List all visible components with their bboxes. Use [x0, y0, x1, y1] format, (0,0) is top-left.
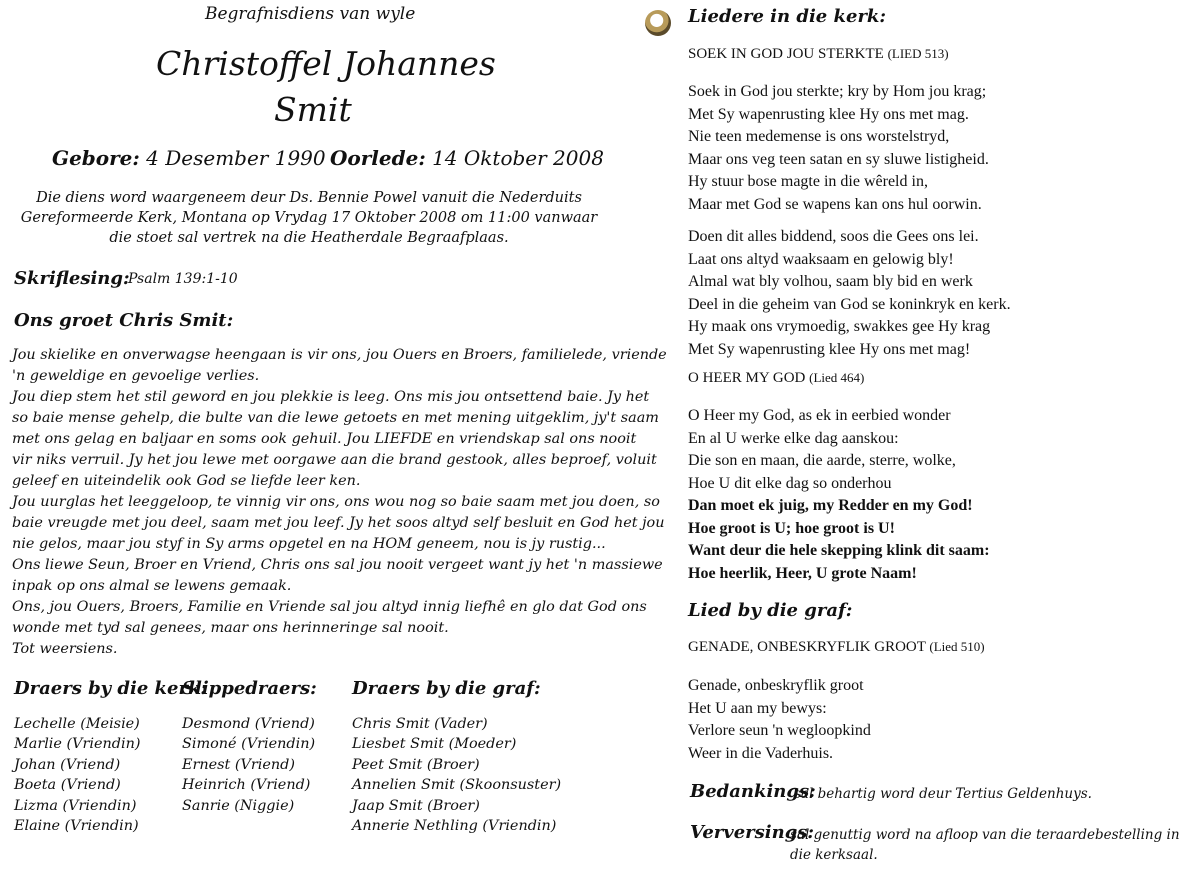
- refreshments-text: sal genuttig word na afloop van die teraardebestelling in die kerksaal.: [790, 827, 1180, 863]
- chorus-line: Want deur die hele skepping klink dit saam:: [688, 542, 990, 559]
- hymn1-name: SOEK IN GOD JOU STERKTE: [688, 46, 884, 62]
- verse-line: Genade, onbeskryflik groot: [688, 677, 864, 694]
- hymn2-ref: (Lied 464): [809, 370, 865, 385]
- service-details: Die diens word waargeneem deur Ds. Bennie Powel vanuit die Nederduits Gereformeerde Kerk, Montana op Vrydag 17 Oktober 2008 om 11:00 vanwaar die stoet sal vertrek na die Heatherdale Begraafplaas.: [20, 190, 598, 246]
- list-item: Simoné (Vriendin): [182, 736, 316, 753]
- tribute-line: wonde met tyd sal genees, maar ons herinneringe sal nooit.: [12, 620, 449, 636]
- death-date: [330, 146, 604, 170]
- pall-bearers-list: [182, 714, 315, 816]
- list-item: Desmond (Vriend): [182, 716, 315, 732]
- born-value: 4 Desember 1990: [146, 146, 326, 170]
- tribute-line: Jou skielike en onverwagse heengaan is vir ons, jou Ouers en Broers, familielede, vriende: [12, 347, 667, 363]
- hymn3-ref: (Lied 510): [929, 639, 985, 654]
- verse-line: En al U werke elke dag aanskou:: [688, 429, 899, 447]
- tribute-line: 'n geweldige en gevoelige verlies.: [12, 368, 260, 384]
- list-item: Peet Smit (Broer): [352, 756, 480, 773]
- grave-bearers-list: [352, 714, 561, 836]
- grave-song-title: Lied by die graf:: [688, 600, 853, 621]
- verse-line: Doen dit alles biddend, soos die Gees ons lei.: [688, 228, 979, 245]
- list-item: Annerie Nethling (Vriendin): [352, 818, 557, 835]
- tribute-line: inpak op ons almal se lewens gemaak.: [12, 578, 292, 594]
- birth-date: [52, 146, 326, 170]
- list-item: Lechelle (Meisie): [14, 716, 140, 732]
- hymn1-title: [688, 46, 949, 63]
- hymn2-verse: [688, 405, 956, 495]
- verse-line: Die son en maan, die aarde, sterre, wolke,: [688, 452, 956, 469]
- verse-line: Hy maak ons vrymoedig, swakkes gee Hy krag: [688, 318, 991, 335]
- tribute-line: Jou uurglas het leeggeloop, te vinnig vir ons, ons wou nog so baie saam met jou doen, so: [12, 494, 660, 510]
- list-item: Marlie (Vriendin): [14, 736, 141, 753]
- tribute-line: geleef en uiteindelik ook God se liefde leer ken.: [12, 473, 361, 489]
- verse-line: Hoe U dit elke dag so onderhou: [688, 474, 892, 492]
- chorus-line: Dan moet ek juig, my Redder en my God!: [688, 497, 973, 514]
- hymn1-verse2: [688, 226, 1011, 361]
- verse-line: Hy stuur bose magte in die wêreld in,: [688, 173, 928, 190]
- list-item: Heinrich (Vriend): [182, 777, 311, 794]
- tribute-line: Tot weersiens.: [12, 641, 118, 657]
- verse-line: Verlore seun 'n wegloopkind: [688, 722, 871, 739]
- verse-line: O Heer my God, as ek in eerbied wonder: [688, 407, 951, 424]
- hymn2-title: [688, 370, 864, 387]
- thanks-label: Bedankings:: [690, 781, 816, 802]
- list-item: Chris Smit (Vader): [352, 716, 488, 732]
- verse-line: Soek in God jou sterkte; kry by Hom jou krag;: [688, 83, 987, 100]
- tribute-line: Ons liewe Seun, Broer en Vriend, Chris ons sal jou nooit vergeet want jy het 'n massiewe: [12, 557, 663, 573]
- church-bearers-title: Draers by die kerk:: [14, 678, 208, 699]
- verse-line: Weer in die Vaderhuis.: [688, 744, 834, 762]
- pall-bearers-title: Slippedraers:: [182, 678, 317, 699]
- verse-line: Almal wat bly volhou, saam bly bid en werk: [688, 273, 973, 290]
- born-label: Gebore:: [52, 146, 140, 170]
- list-item: Boeta (Vriend): [14, 777, 121, 794]
- greeting-title: Ons groet Chris Smit:: [14, 310, 234, 331]
- list-item: Ernest (Vriend): [182, 756, 296, 773]
- deceased-name-line1: Christoffel Johannes: [156, 44, 496, 83]
- died-value: 14 Oktober 2008: [432, 146, 604, 170]
- church-bearers-list: [14, 714, 140, 836]
- verse-line: Het U aan my bewys:: [688, 699, 827, 717]
- list-item: Liesbet Smit (Moeder): [352, 736, 517, 753]
- thanks-text: sal behartig word deur Tertius Geldenhuys.: [794, 786, 1092, 802]
- list-item: Jaap Smit (Broer): [352, 797, 480, 814]
- reading-reference: Psalm 139:1-10: [128, 271, 238, 287]
- tribute-text: [12, 345, 667, 660]
- hymns-title: Liedere in die kerk:: [688, 6, 887, 27]
- bullet-icon: [645, 10, 671, 36]
- died-label: Oorlede:: [330, 146, 426, 170]
- chorus-line: Hoe heerlik, Heer, U grote Naam!: [688, 564, 917, 582]
- verse-line: Met Sy wapenrusting klee Hy ons met mag.: [688, 105, 969, 123]
- list-item: Johan (Vriend): [14, 756, 121, 773]
- tribute-line: nie gelos, maar jou styf in Sy arms opgetel en na HOM geneem, nou is jy rustig...: [12, 536, 606, 552]
- hymn3-name: GENADE, ONBESKRYFLIK GROOT: [688, 639, 926, 655]
- list-item: Elaine (Vriendin): [14, 818, 139, 835]
- tribute-line: met ons gelag en baljaar en soms ook gehuil. Jou LIEFDE en vriendskap sal ons nooit: [12, 431, 637, 447]
- verse-line: Maar ons veg teen satan en sy sluwe listigheid.: [688, 150, 989, 168]
- list-item: Sanrie (Niggie): [182, 797, 295, 814]
- tribute-line: vir niks verruil. Jy het jou lewe met oorgawe aan die brand gestook, alles beproef, voluit: [12, 452, 657, 468]
- deceased-name-line2: Smit: [274, 90, 352, 129]
- tribute-line: Jou diep stem het stil geword en jou plekkie is leeg. Ons mis jou ontsettend baie. Jy het: [12, 389, 650, 405]
- tribute-line: Ons, jou Ouers, Broers, Familie en Vriende sal jou altyd innig liefhê en glo dat God ons: [12, 599, 647, 615]
- hymn2-name: O HEER MY GOD: [688, 370, 806, 386]
- tribute-line: baie vreugde met jou deel, saam met jou leef. Jy het soos altyd self besluit en God het jou: [12, 515, 665, 531]
- verse-line: Met Sy wapenrusting klee Hy ons met mag!: [688, 340, 971, 358]
- chorus-line: Hoe groot is U; hoe groot is U!: [688, 519, 895, 537]
- list-item: Lizma (Vriendin): [14, 797, 137, 814]
- hymn3-title: [688, 639, 985, 656]
- verse-line: Deel in die geheim van God se koninkryk en kerk.: [688, 295, 1011, 313]
- hymn1-verse1: [688, 81, 989, 216]
- hymn3-verse: [688, 675, 871, 765]
- refreshments-label: Verversings:: [690, 822, 815, 843]
- verse-line: Laat ons altyd waaksaam en gelowig bly!: [688, 250, 954, 268]
- hymn1-ref: (LIED 513): [887, 46, 949, 61]
- list-item: Annelien Smit (Skoonsuster): [352, 777, 562, 794]
- reading-label: Skriflesing:: [14, 268, 130, 289]
- verse-line: Maar met God se wapens kan ons hul oorwin.: [688, 195, 982, 213]
- hymn2-chorus: [688, 495, 990, 585]
- grave-bearers-title: Draers by die graf:: [352, 678, 541, 699]
- verse-line: Nie teen medemense is ons worstelstryd,: [688, 128, 950, 145]
- tribute-line: so baie mense gehelp, die bulte van die lewe getoets en met mening uitgeklim, jy't saam: [12, 410, 659, 426]
- header-pre-title: Begrafnisdiens van wyle: [205, 4, 416, 24]
